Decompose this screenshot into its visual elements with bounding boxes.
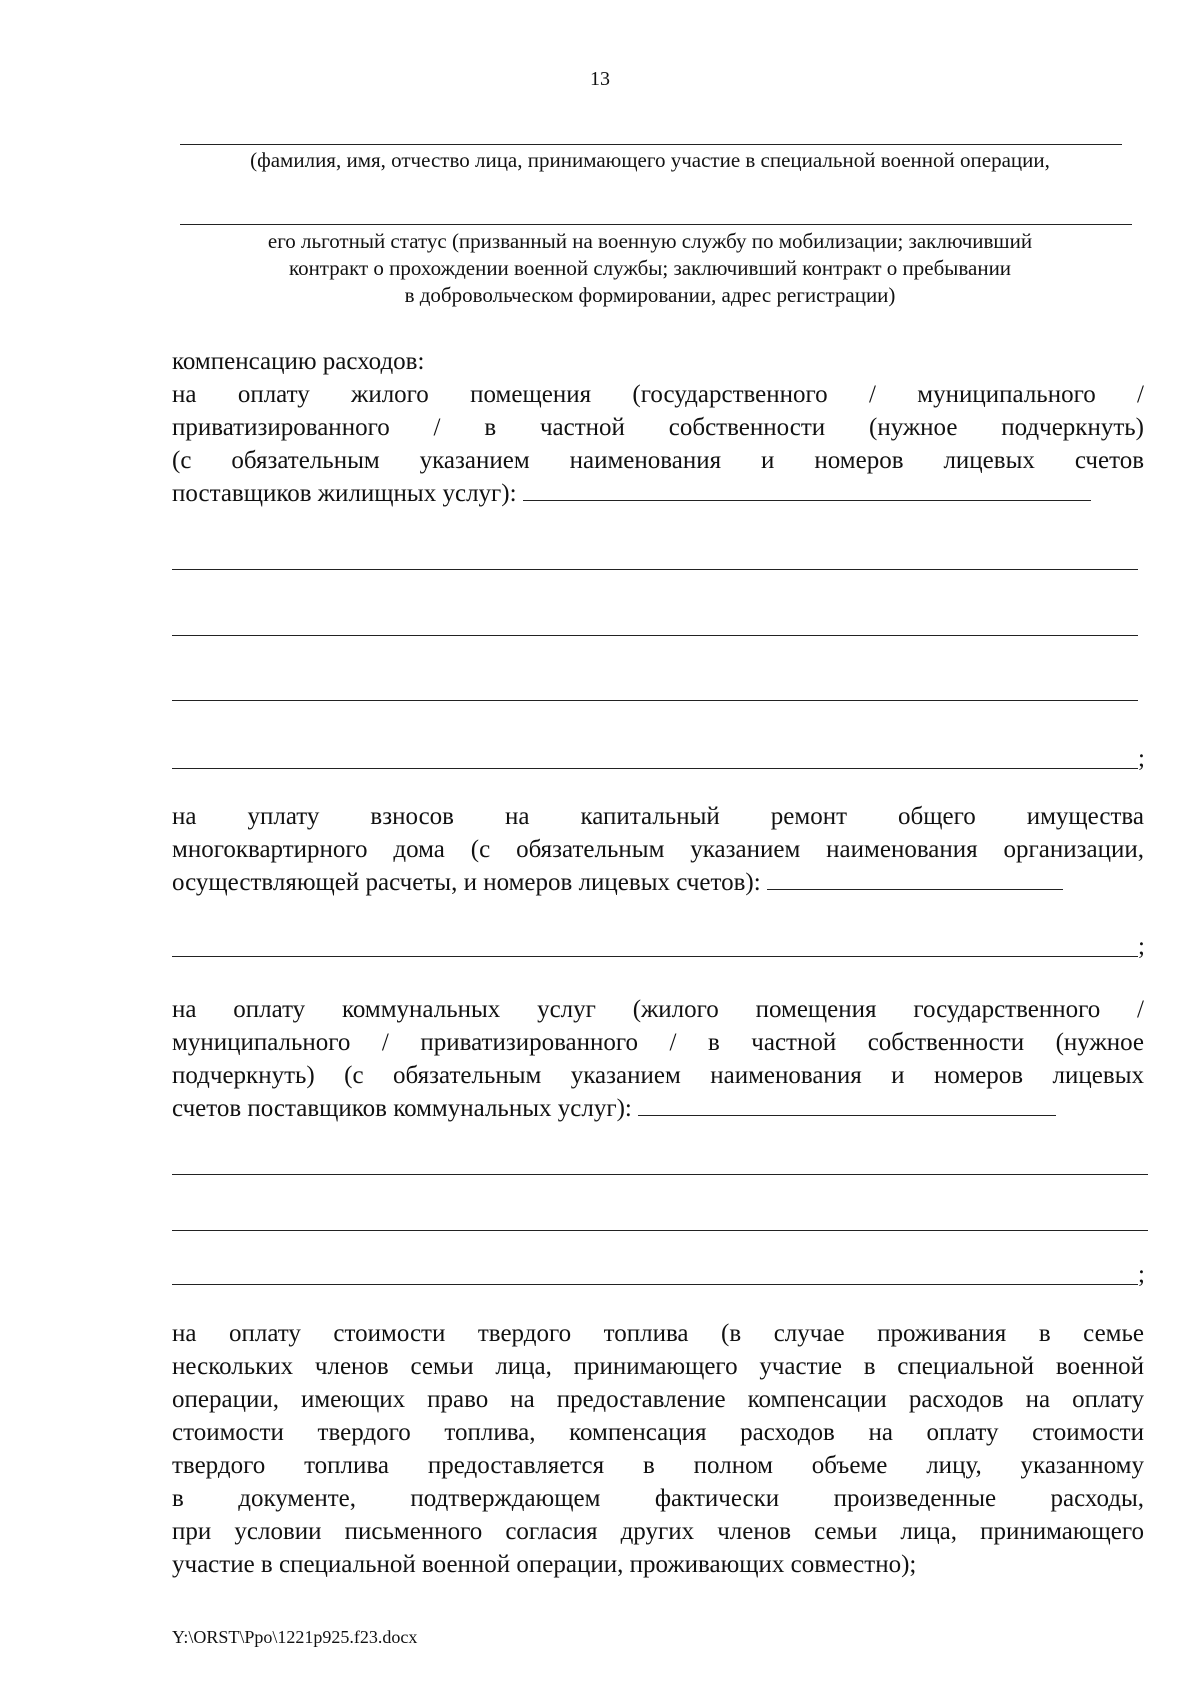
- status-caption: [160, 228, 1140, 309]
- fio-blank-line[interactable]: [180, 144, 1122, 145]
- status-caption-line: контракт о прохождении военной службы; заключивший контракт о пребывании: [288, 256, 1012, 280]
- utilities-inline-blank[interactable]: [638, 1114, 1056, 1116]
- fuel-text-line: участие в специальной военной операции, проживающих совместно);: [172, 1551, 917, 1578]
- utilities-label: счетов поставщиков коммунальных услуг):: [172, 1095, 632, 1122]
- housing-heading: компенсацию расходов:: [172, 348, 425, 375]
- page-number: 13: [590, 68, 610, 90]
- housing-blank-line[interactable]: [172, 700, 1138, 701]
- housing-blank-line[interactable]: [172, 569, 1138, 570]
- housing-end-semicolon: ;: [1138, 745, 1145, 772]
- housing-text-line: [172, 477, 1144, 510]
- utilities-blank-line[interactable]: [172, 1230, 1148, 1231]
- fuel-text-line: нескольких членов семьи лица, принимающего участие в специальной военной: [172, 1353, 1144, 1380]
- repair-blank-line[interactable]: [172, 956, 1138, 957]
- status-blank-line[interactable]: [180, 224, 1132, 225]
- housing-text-line: на оплату жилого помещения (государственного / муниципального /: [172, 381, 1144, 408]
- repair-end-semicolon: ;: [1138, 933, 1145, 960]
- repair-text-line: многоквартирного дома (с обязательным указанием наименования организации,: [172, 836, 1144, 863]
- utilities-text-line: на оплату коммунальных услуг (жилого помещения государственного /: [172, 996, 1144, 1023]
- housing-text-line: приватизированного / в частной собственности (нужное подчеркнуть): [172, 414, 1144, 441]
- status-caption-line: в добровольческом формировании, адрес регистрации): [404, 283, 896, 307]
- repair-text-line: [172, 866, 1144, 899]
- housing-text-line: (с обязательным указанием наименования и номеров лицевых счетов: [172, 447, 1144, 474]
- housing-blank-line[interactable]: [172, 768, 1138, 769]
- repair-inline-blank[interactable]: [767, 888, 1063, 890]
- repair-label: осуществляющей расчеты, и номеров лицевых счетов):: [172, 869, 761, 896]
- fuel-text-line: твердого топлива предоставляется в полном объеме лицу, указанному: [172, 1452, 1144, 1479]
- fuel-text-line: в документе, подтверждающем фактически произведенные расходы,: [172, 1485, 1144, 1512]
- housing-blank-line[interactable]: [172, 635, 1138, 636]
- status-caption-line: его льготный статус (призванный на военную службу по мобилизации; заключивший: [267, 229, 1033, 253]
- utilities-end-semicolon: ;: [1138, 1261, 1145, 1288]
- fuel-text-line: операции, имеющих право на предоставление компенсации расходов на оплату: [172, 1386, 1144, 1413]
- footer-file-path: Y:\ORST\Ppo\1221p925.f23.docx: [172, 1627, 418, 1647]
- utilities-text-line: [172, 1092, 1144, 1125]
- repair-text-line: на уплату взносов на капитальный ремонт общего имущества: [172, 803, 1144, 830]
- fio-caption: (фамилия, имя, отчество лица, принимающего участие в специальной военной операции,: [250, 148, 1050, 172]
- utilities-blank-line[interactable]: [172, 1174, 1148, 1175]
- fuel-text-line: на оплату стоимости твердого топлива (в случае проживания в семье: [172, 1320, 1144, 1347]
- housing-label: поставщиков жилищных услуг):: [172, 480, 517, 507]
- fuel-text-line: стоимости твердого топлива, компенсация расходов на оплату стоимости: [172, 1419, 1144, 1446]
- housing-inline-blank[interactable]: [523, 499, 1091, 501]
- utilities-text-line: подчеркнуть) (с обязательным указанием наименования и номеров лицевых: [172, 1062, 1144, 1089]
- fuel-text-line: при условии письменного согласия других членов семьи лица, принимающего: [172, 1518, 1144, 1545]
- utilities-text-line: муниципального / приватизированного / в частной собственности (нужное: [172, 1029, 1144, 1056]
- utilities-blank-line[interactable]: [172, 1284, 1138, 1285]
